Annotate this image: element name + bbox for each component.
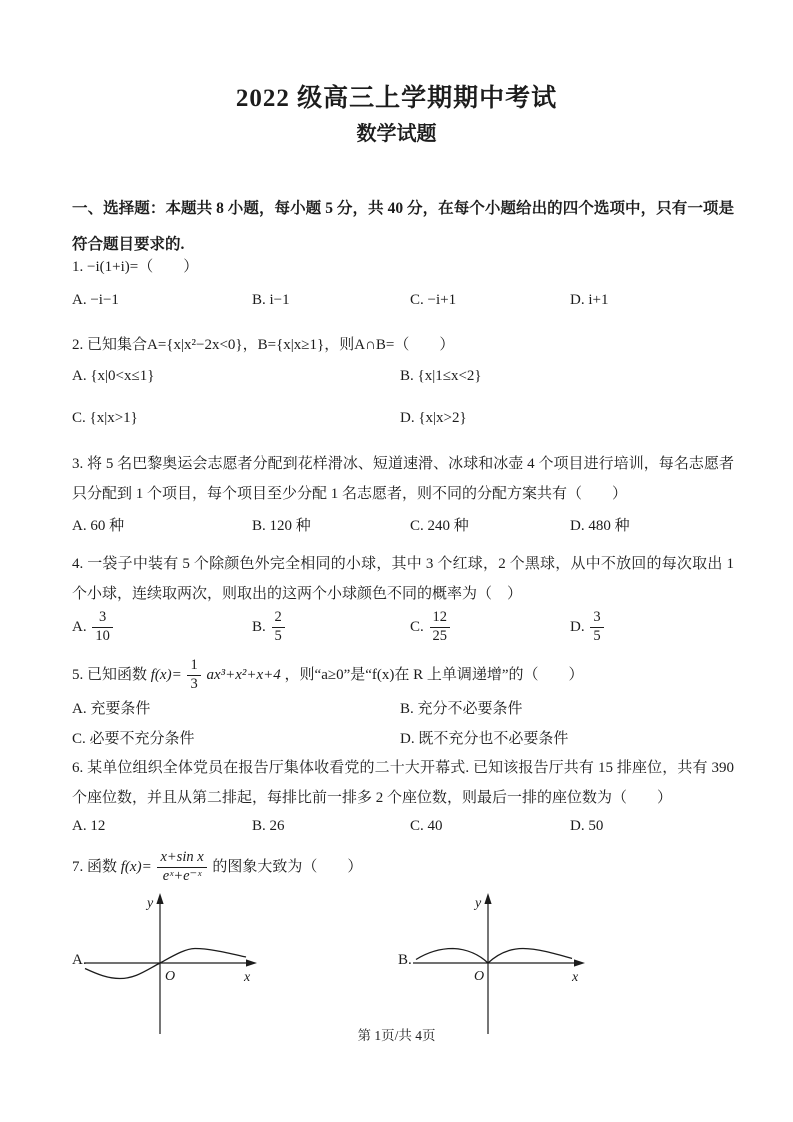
option-c: C. −i+1 (410, 292, 457, 308)
section-heading: 一、选择题：本题共 8 小题，每小题 5 分，共 40 分，在每个小题给出的四个选项中，只有一项是符合题目要求的. (72, 200, 734, 253)
option-d: D. {x|x>2} (400, 410, 467, 426)
question-7-stem (72, 846, 734, 888)
question-2-options-row-1 (72, 368, 734, 398)
option-label: C. (410, 618, 424, 635)
fraction: $\frac{3}{10}$ (92, 610, 113, 645)
stem-text: 5. 已知函数 (72, 667, 148, 683)
y-axis-label: y (475, 896, 482, 911)
fraction: $\frac{3}{5}$ (590, 610, 603, 645)
question-3-stem: 3. 将 5 名巴黎奥运会志愿者分配到花样滑冰、短道速滑、冰球和冰壶 4 个项目进行培训，每名志愿者只分配到 1 个项目，每个项目至少分配 1 名志愿者，则不同的分配方案共有（ ） (72, 456, 734, 502)
stem-text: 的图象大致为（ ） (212, 859, 363, 875)
option-a: A. 60 种 (72, 518, 125, 534)
page-title: 2022 级高三上学期期中考试 (235, 85, 558, 112)
graph-a-label: A. (72, 952, 87, 968)
option-a: A. {x|0<x≤1} (72, 368, 155, 384)
stem-text: ，则“a≥0”是“f(x)在 R 上单调递增”的（ ） (284, 667, 584, 683)
option-c: C. {x|x>1} (72, 410, 138, 426)
x-axis-label: x (572, 970, 579, 985)
option-a: A. −i−1 (72, 292, 119, 308)
page-subtitle: 数学试题 (356, 123, 437, 145)
option-d: D. 既不充分也不必要条件 (400, 731, 569, 747)
stem-text: 7. 函数 (72, 859, 118, 875)
fraction: $\frac{2}{5}$ (272, 610, 285, 645)
question-3-options (72, 514, 734, 544)
option-b (252, 610, 287, 645)
x-axis-label: x (244, 970, 251, 985)
question-6-options (72, 818, 734, 848)
option-a (72, 610, 115, 645)
fraction: $\frac{1}{3}$ (187, 658, 200, 693)
page-number: 第 1页/共 4页 (357, 1028, 436, 1043)
option-label: A. (72, 618, 87, 635)
function-expression: f(x)= (120, 859, 152, 875)
question-5-stem (72, 656, 734, 694)
graph-b-plot (408, 888, 590, 1038)
y-axis-label: y (147, 896, 154, 911)
graph-a-plot (80, 888, 262, 1038)
option-c: C. 必要不充分条件 (72, 731, 195, 747)
polynomial-expression: ax³+x²+x+4 (206, 667, 281, 683)
question-7-graphs (72, 888, 734, 1038)
option-d: D. i+1 (570, 292, 609, 308)
option-d: D. 50 (570, 818, 604, 834)
option-b: B. 26 (252, 818, 285, 834)
question-2-options-row-2 (72, 410, 734, 440)
origin-label: O (165, 969, 176, 984)
question-4-stem: 4. 一袋子中装有 5 个除颜色外完全相同的小球，其中 3 个红球，2 个黑球，从中不放回的每次取出 1 个小球，连续取两次，则取出的这两个小球颜色不同的概率为（ ） (72, 556, 734, 602)
graph-b-label: B. (398, 952, 412, 968)
question-5-options-row-1 (72, 697, 734, 727)
question-2-stem: 2. 已知集合A={x|x²−2x<0}，B={x|x≥1}，则A∩B=（ ） (72, 337, 455, 353)
question-1-options (72, 292, 734, 322)
option-c: C. 40 (410, 818, 443, 834)
option-b: B. i−1 (252, 292, 290, 308)
option-b: B. 120 种 (252, 518, 311, 534)
option-a: A. 充要条件 (72, 701, 151, 717)
option-d (570, 610, 606, 645)
question-6-stem: 6. 某单位组织全体党员在报告厅集体收看党的二十大开幕式. 已知该报告厅共有 15 排座位，共有 390 个座位数，并且从第二排起，每排比前一排多 2 个座位数，则最后一排的座位数为（ ） (72, 760, 734, 806)
option-d: D. 480 种 (570, 518, 630, 534)
origin-label: O (474, 969, 485, 984)
option-label: D. (570, 618, 585, 635)
function-expression: f(x)= (150, 667, 182, 683)
question-1-stem: 1. −i(1+i)=（ ） (72, 259, 199, 275)
option-c: C. 240 种 (410, 518, 469, 534)
option-c (410, 610, 452, 645)
option-label: B. (252, 618, 266, 635)
option-b: B. {x|1≤x<2} (400, 368, 482, 384)
fraction: $\frac{12}{25}$ (430, 610, 451, 645)
fraction: $\frac{\text{x+sin x}}{\text{eˣ+e⁻ˣ}}$ (157, 850, 206, 885)
option-a: A. 12 (72, 818, 106, 834)
option-b: B. 充分不必要条件 (400, 701, 523, 717)
